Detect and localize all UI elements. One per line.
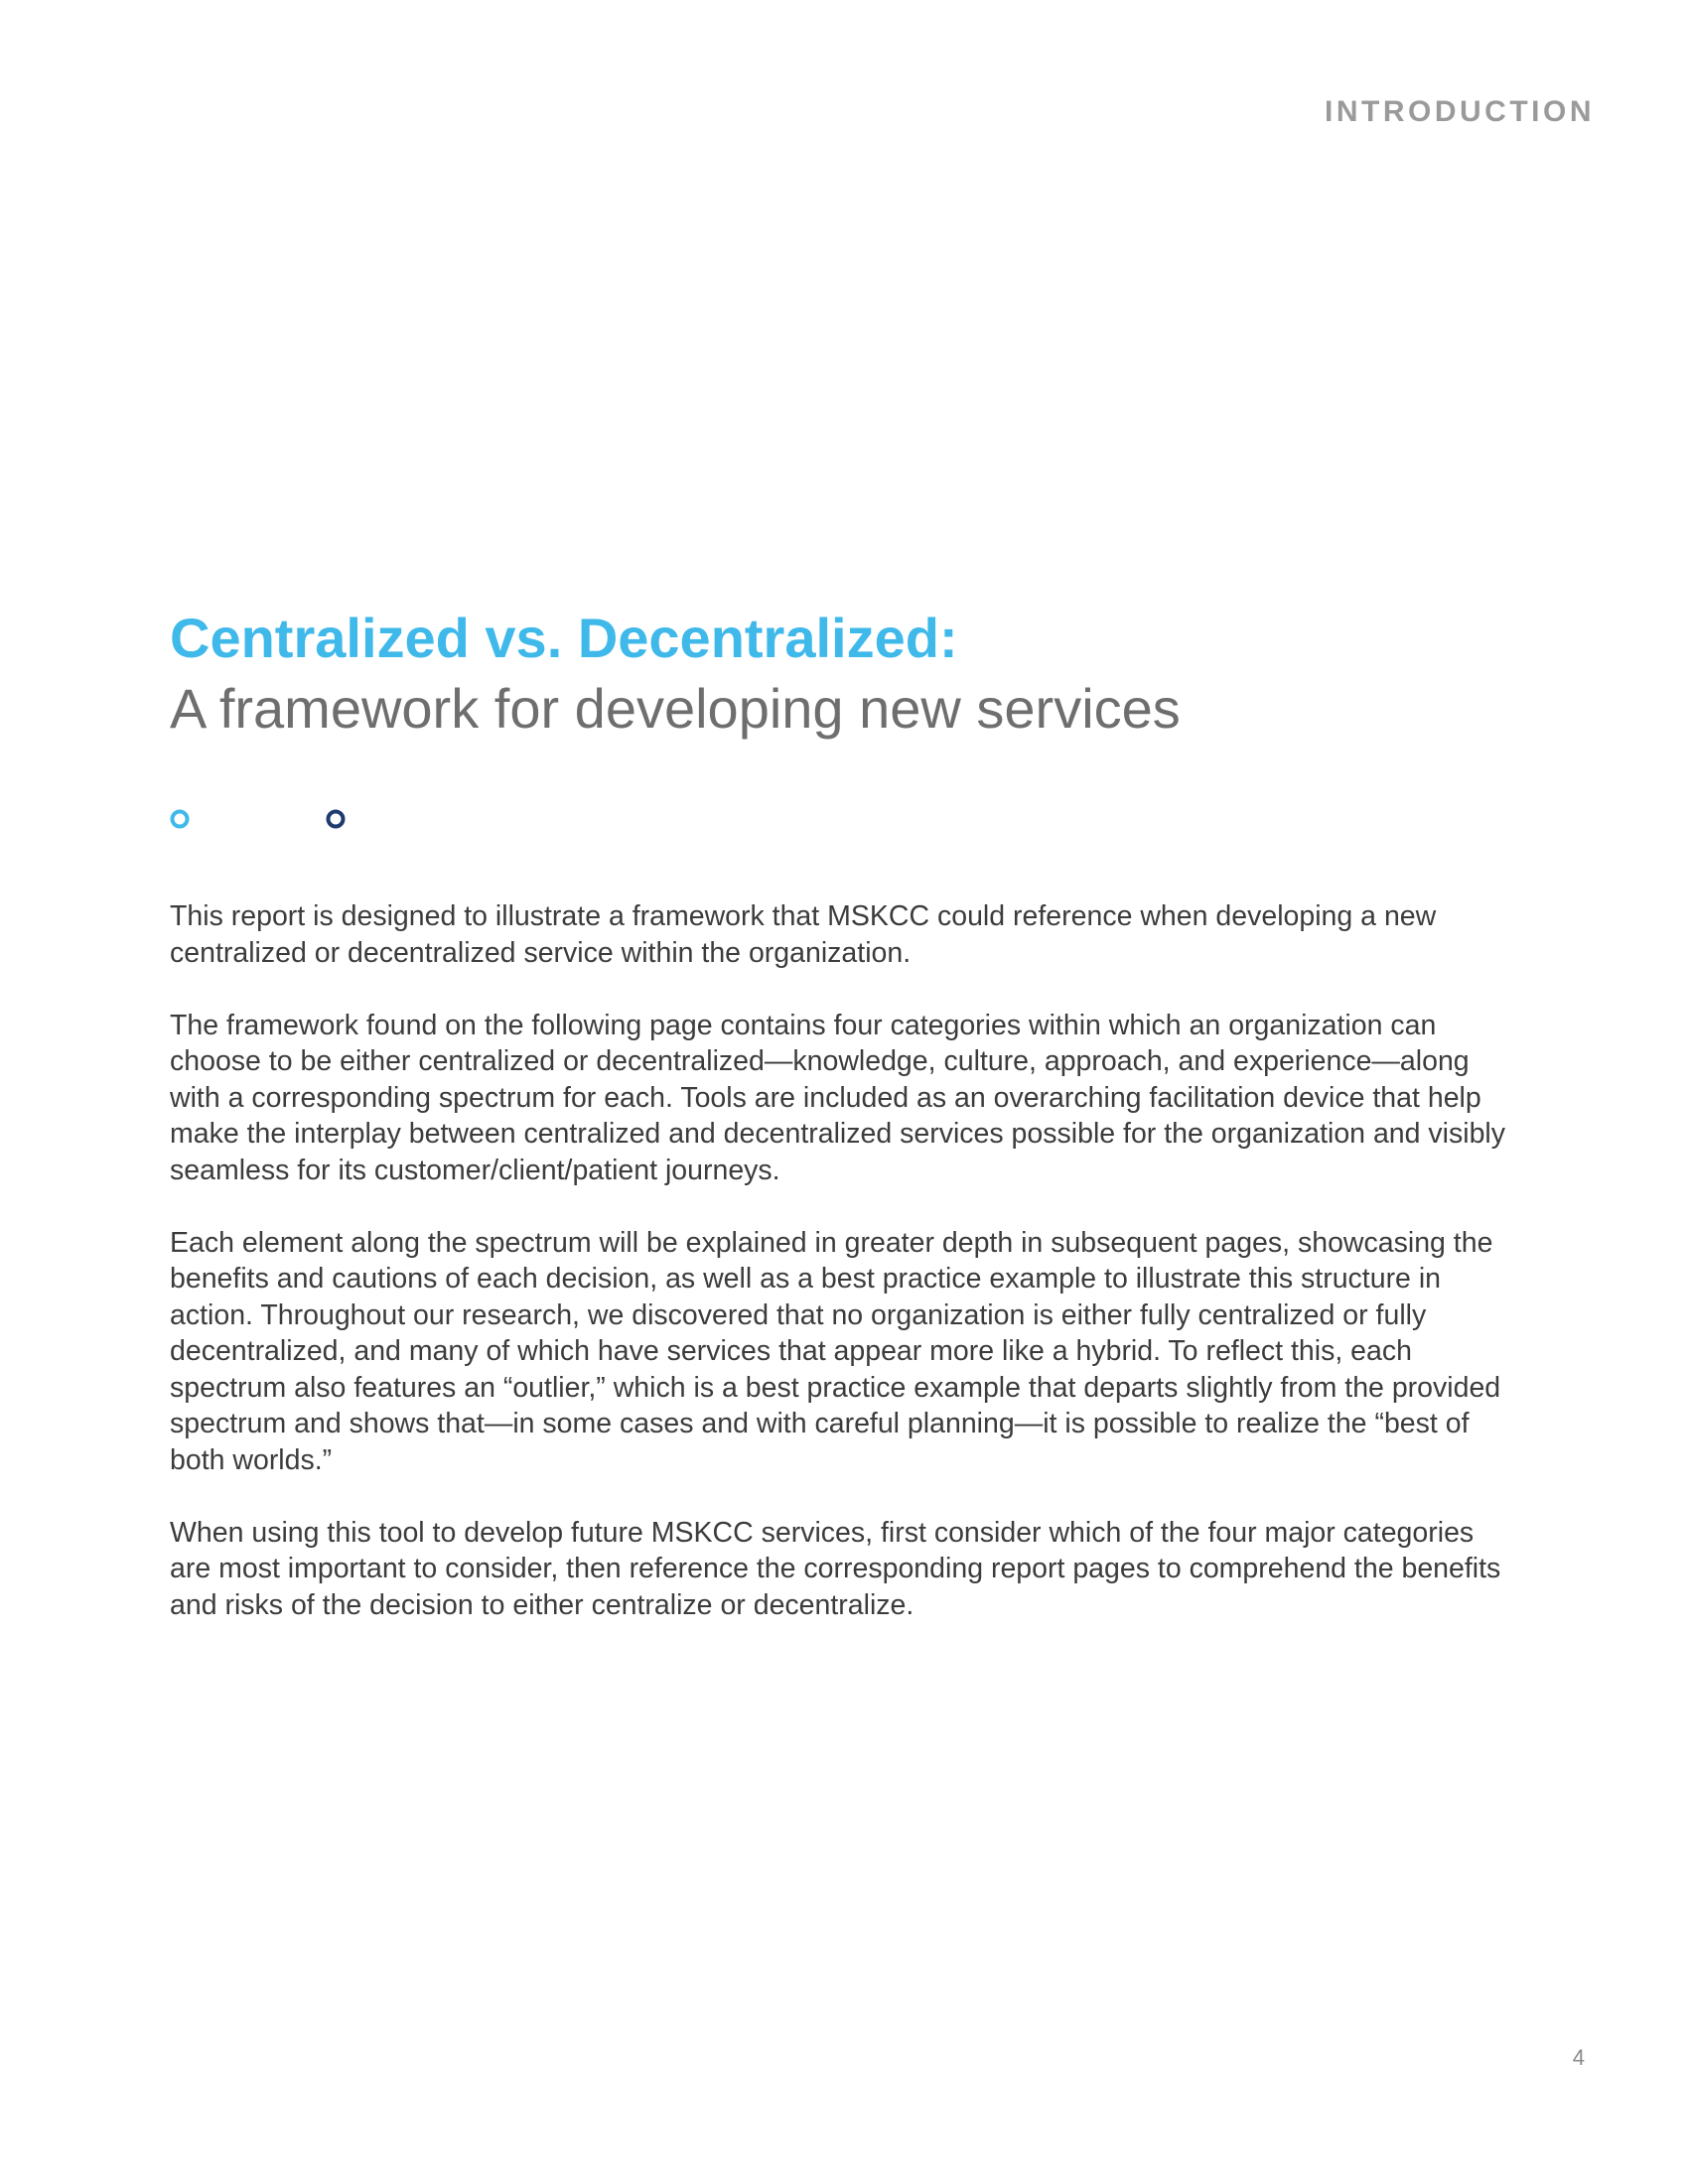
paragraph: Each element along the spectrum will be explained in greater depth in subsequent pages, showcasing the benefits and cautions of each decision, as well as a best practice example to illustrate this structure in action. Throughout our research, we discovered that no organization is either fully centralized or fully decentralized, and many of which have services that appear more like a hybrid. To reflect this, each spectrum also features an “outlier,” which is a best practice example that departs slightly from the provided spectrum and shows that—in some cases and with careful planning—it is possible to realize the “best of both worlds.” (170, 1226, 1501, 1476)
divider-icon (170, 806, 349, 837)
body-text (170, 898, 1515, 1660)
title-block (170, 604, 1560, 745)
paragraph: This report is designed to illustrate a framework that MSKCC could reference when developing a new centralized or decentralized service within the organization. (170, 900, 1437, 969)
page-title: Centralized vs. Decentralized: (170, 607, 958, 669)
page-subtitle: A framework for developing new services (170, 677, 1181, 740)
page-number: 4 (1572, 2045, 1585, 2070)
paragraph: When using this tool to develop future MSKCC services, first consider which of the four major categories are most important to consider, then reference the corresponding report pages to comprehend the benefits and risks of the decision to either centralize or decentralize. (170, 1516, 1501, 1621)
section-header: INTRODUCTION (1325, 95, 1595, 128)
paragraph: The framework found on the following page contains four categories within which an organization can choose to be either centralized or decentralized—knowledge, culture, approach, and experience—along with a corresponding spectrum for each. Tools are included as an overarching facilitation device that help make the interplay between centralized and decentralized services possible for the organization and visibly seamless for its customer/client/patient journeys. (170, 1009, 1506, 1186)
